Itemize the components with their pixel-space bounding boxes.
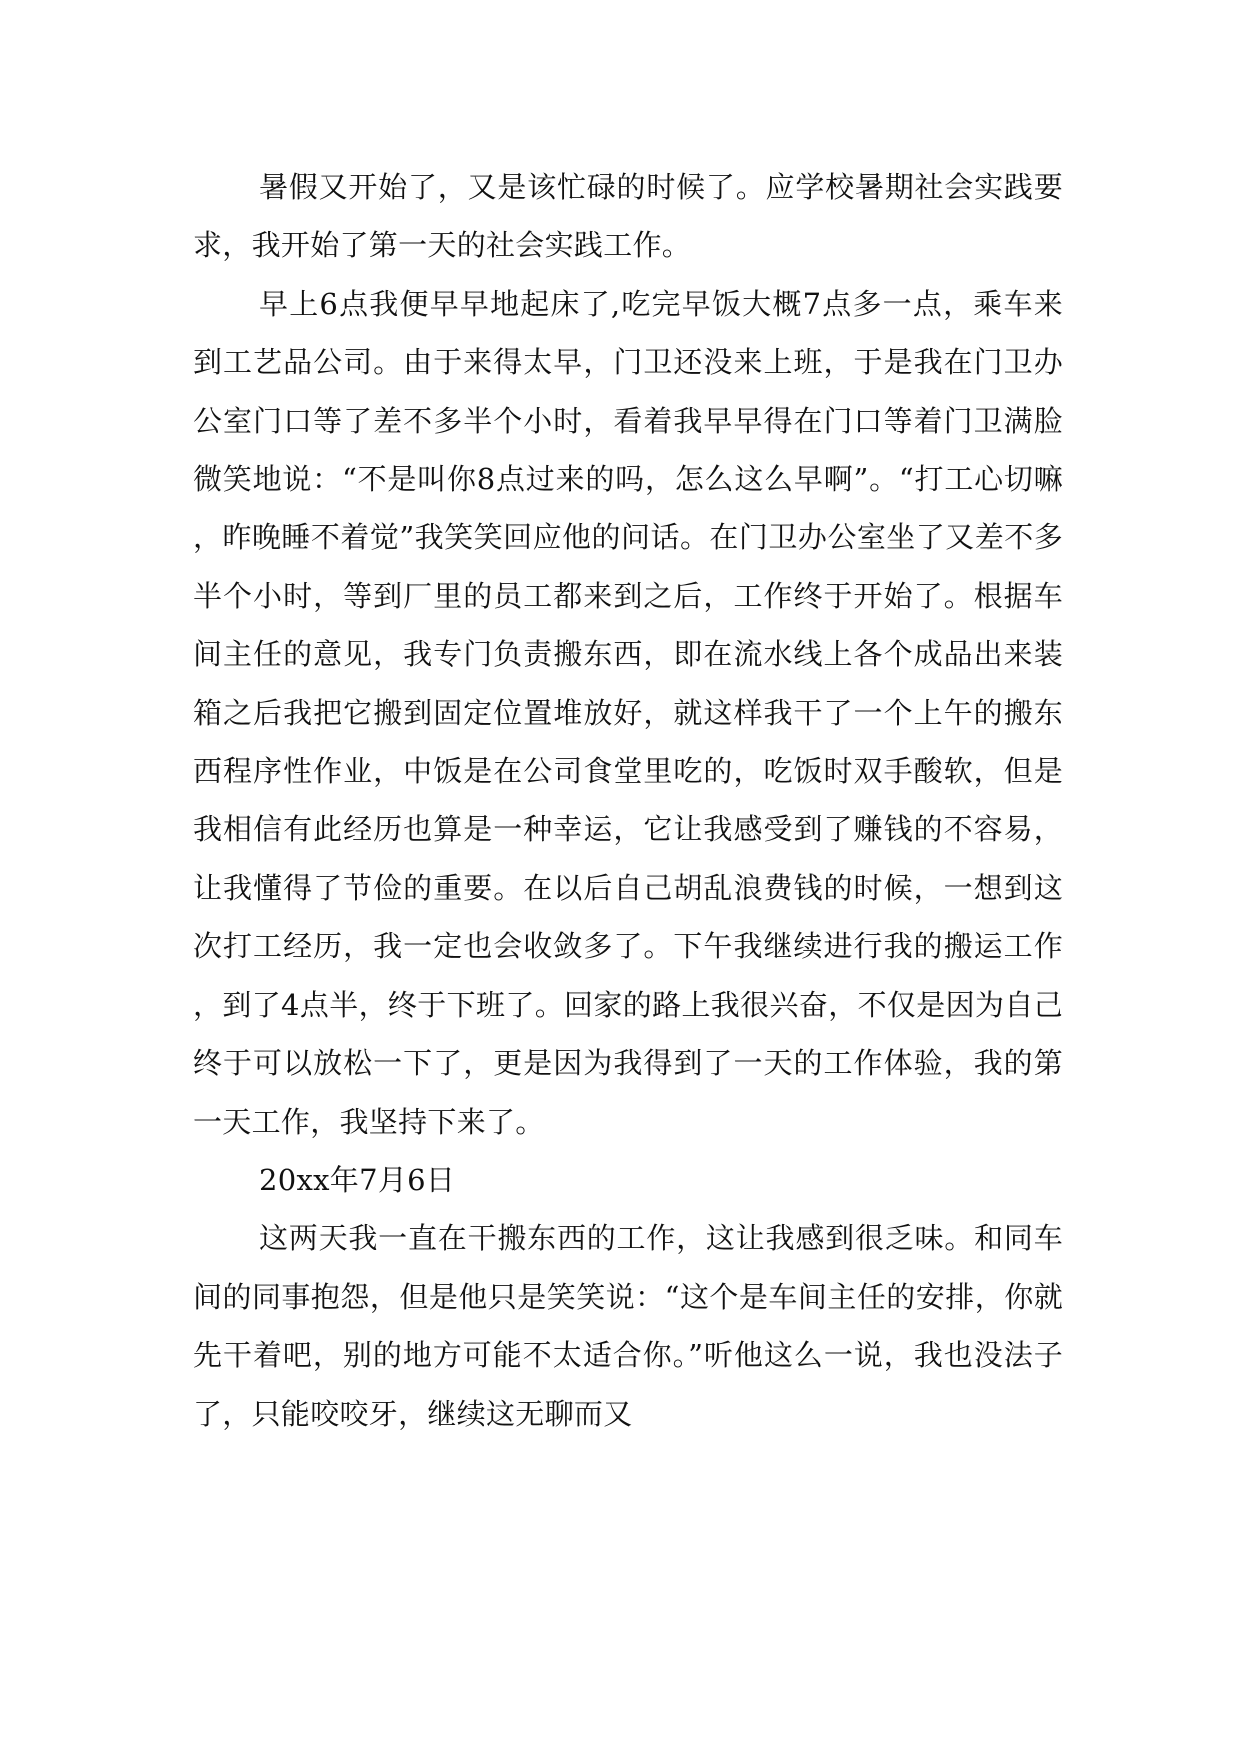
paragraph-first-day-work: 早上6点我便早早地起床了,吃完早饭大概7点多一点，乘车来到工艺品公司。由于来得太早，门卫还没来上班，于是我在门卫办公室门口等了差不多半个小时，看着我早早得在门口等着门卫满脸微笑地说：“不是叫你8点过来的吗，怎么这么早啊”。“打工心切嘛，昨晚睡不着觉”我笑笑回应他的问话。在门卫办公室坐了又差不多半个小时，等到厂里的员工都来到之后，工作终于开始了。根据车间主任的意见，我专门负责搬东西，即在流水线上各个成品出来装箱之后我把它搬到固定位置堆放好，就这样我干了一个上午的搬东西程序性作业，中饭是在公司食堂里吃的，吃饭时双手酸软，但是我相信有此经历也算是一种幸运，它让我感受到了赚钱的不容易，让我懂得了节俭的重要。在以后自己胡乱浪费钱的时候，一想到这次打工经历，我一定也会收敛多了。下午我继续进行我的搬运工作，到了4点半，终于下班了。回家的路上我很兴奋，不仅是因为自己终于可以放松一下了，更是因为我得到了一天的工作体验，我的第一天工作，我坚持下来了。 — [193, 286, 1063, 1139]
paragraph-moving-work-boredom: 这两天我一直在干搬东西的工作，这让我感到很乏味。和同车间的同事抱怨，但是他只是笑笑说：“这个是车间主任的安排，你就先干着吧，别的地方可能不太适合你。”听他这么一说，我也没法子了，只能咬咬牙，继续这无聊而又 — [193, 1221, 1063, 1431]
paragraph-summer-practice-intro: 暑假又开始了，又是该忙碌的时候了。应学校暑期社会实践要求，我开始了第一天的社会实践工作。 — [193, 170, 1063, 263]
document-body — [193, 158, 1063, 1443]
date-line: 20xx年7月6日 — [259, 1162, 456, 1197]
